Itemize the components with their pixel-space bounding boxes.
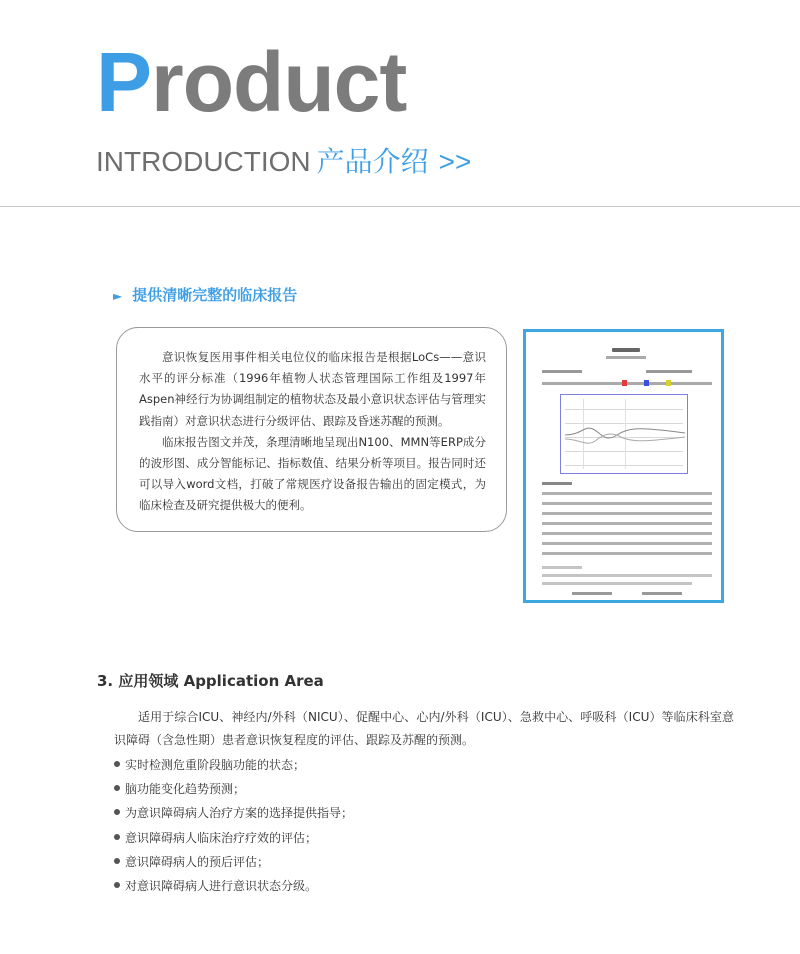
report-section-heading <box>113 284 297 305</box>
bullet-icon <box>114 809 120 815</box>
list-item: 意识障碍病人的预后评估； <box>114 850 353 874</box>
subtitle-en: INTRODUCTION <box>96 146 311 177</box>
report-section-heading-text: 提供清晰完整的临床报告 <box>132 286 298 304</box>
report-subtitle-placeholder <box>606 356 646 359</box>
product-title-first-letter: P <box>96 35 152 129</box>
report-footer-line <box>542 566 582 569</box>
list-item: 脑功能变化趋势预测； <box>114 777 353 801</box>
report-table-row <box>542 552 712 555</box>
report-table-row <box>542 512 712 515</box>
report-description-paragraph-2: 临床报告图文并茂，条理清晰地呈现出N100、MMN等ERP成分的波形图、成分智能标记、指标数值、结果分析等项目。报告同时还可以导入word文档，打破了常规医疗设备报告输出的固定模式，为临床检查及研究提供极大的便利。 <box>139 434 486 513</box>
header-divider <box>0 206 800 207</box>
double-arrow-icon: >> <box>438 146 472 177</box>
bullet-icon <box>114 761 120 767</box>
application-list <box>114 753 353 898</box>
report-info-line <box>646 370 692 373</box>
report-footer-line <box>542 582 692 585</box>
report-table-row <box>542 502 712 505</box>
list-item: 为意识障碍病人治疗方案的选择提供指导； <box>114 801 353 825</box>
subtitle-cn: 产品介绍 <box>316 145 429 178</box>
list-item: 对意识障碍病人进行意识状态分级。 <box>114 874 353 898</box>
introduction-subtitle <box>96 140 471 180</box>
report-info-line <box>542 382 712 385</box>
report-signature-line <box>572 592 612 595</box>
bullet-icon <box>114 834 120 840</box>
report-footer-line <box>542 574 712 577</box>
product-title <box>96 35 407 129</box>
report-color-chip <box>622 380 627 386</box>
triangle-marker-icon: ► <box>113 289 123 303</box>
list-item: 实时检测危重阶段脑功能的状态； <box>114 753 353 777</box>
report-table-row <box>542 522 712 525</box>
bullet-icon <box>114 785 120 791</box>
bullet-icon <box>114 858 120 864</box>
report-table-row <box>542 542 712 545</box>
application-area-description: 适用于综合ICU、神经内/外科（NICU）、促醒中心、心内/外科（ICU）、急救中心、呼吸科（ICU）等临床科室意识障碍（含急性期）患者意识恢复程度的评估、跟踪及苏醒的预测。 <box>114 710 734 747</box>
report-table-row <box>542 532 712 535</box>
report-color-chip <box>666 380 671 386</box>
bullet-icon <box>114 882 120 888</box>
report-info-line <box>542 370 582 373</box>
report-table-header <box>542 482 572 485</box>
list-item: 意识障碍病人临床治疗疗效的评估； <box>114 826 353 850</box>
report-signature-line <box>642 592 682 595</box>
application-area-heading: 3. 应用领域 Application Area <box>97 672 324 690</box>
report-description-box <box>116 327 507 532</box>
report-color-chip <box>644 380 649 386</box>
report-waveform-chart <box>560 394 688 474</box>
report-description-paragraph-1: 意识恢复医用事件相关电位仪的临床报告是根据LoCs——意识水平的评分标准（1996年植物人状态管理国际工作组及1997年Aspen神经行为协调组制定的植物状态及最小意识状态评估与管理实践指南）对意识状态进行分级评估、跟踪及昏迷苏醒的预测。 <box>139 350 486 428</box>
report-title-placeholder <box>612 348 640 352</box>
report-table-row <box>542 492 712 495</box>
product-title-rest: roduct <box>151 35 407 129</box>
clinical-report-thumbnail <box>523 329 724 603</box>
